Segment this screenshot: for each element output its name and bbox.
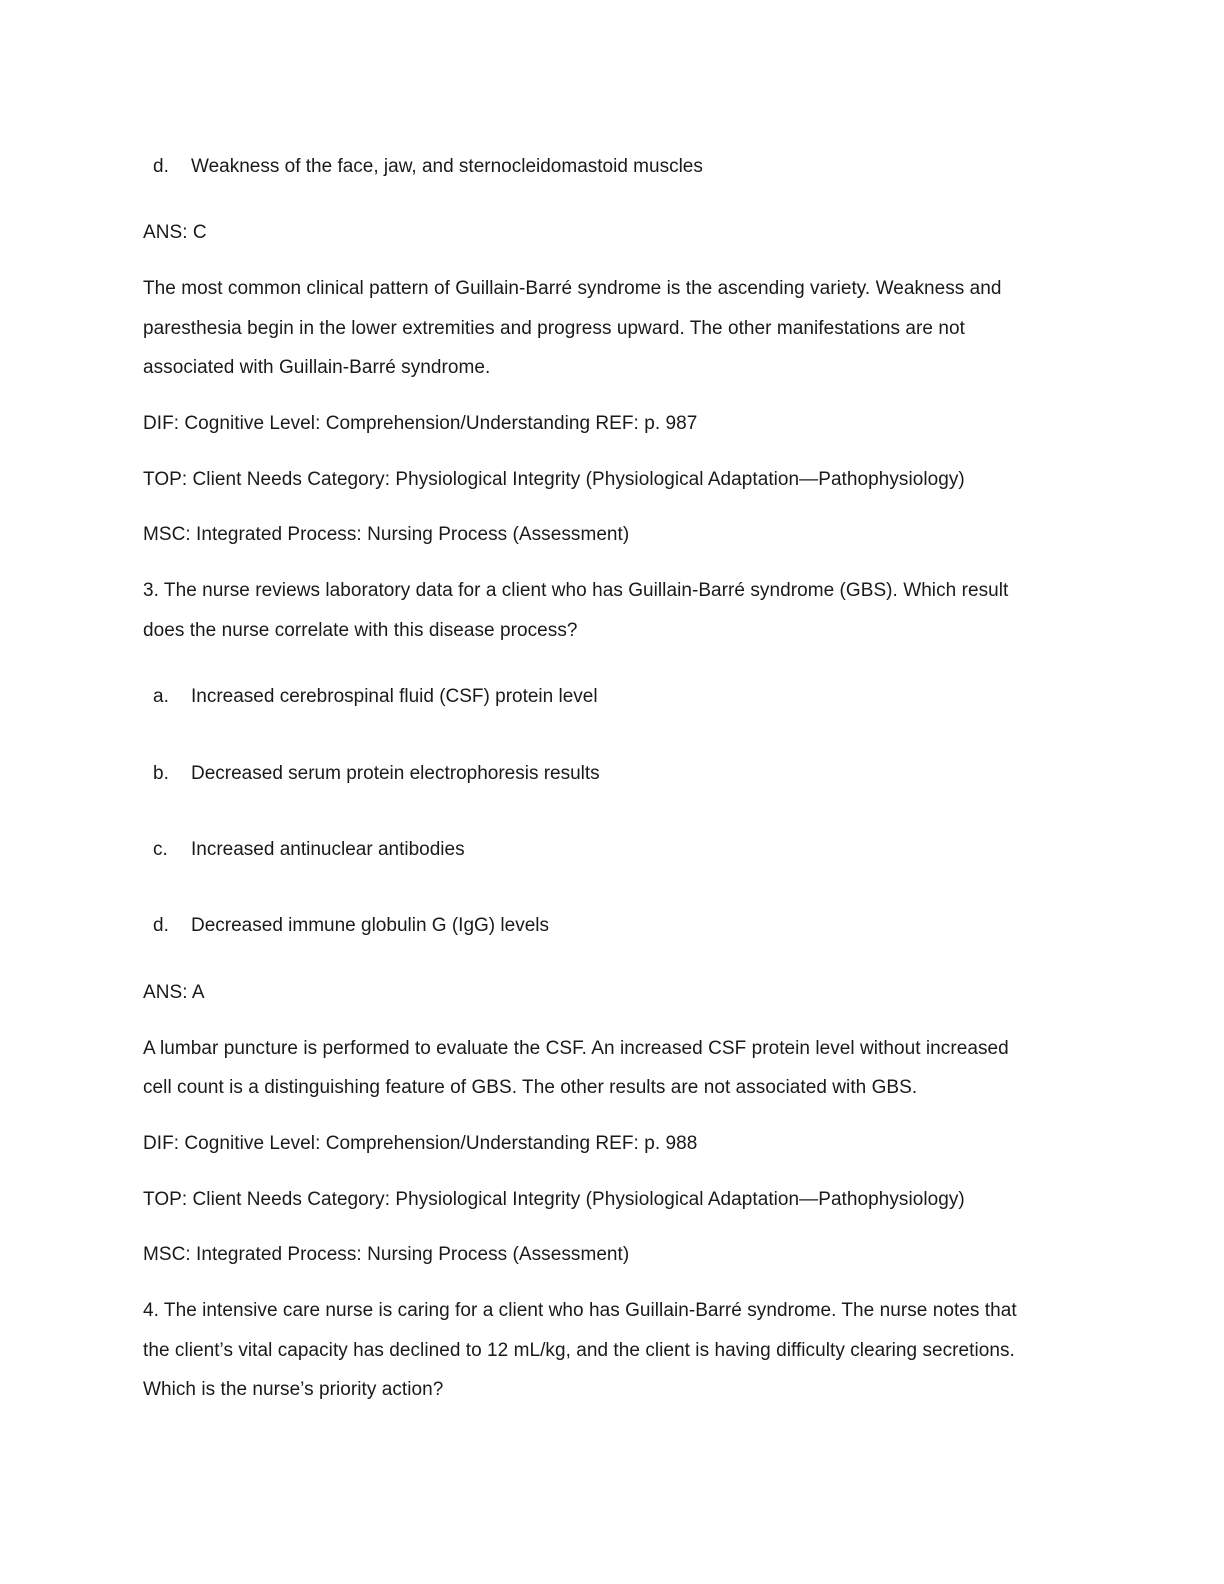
- q3-top: TOP: Client Needs Category: Physiological Integrity (Physiological Adaptation—Pathophysiology): [143, 1189, 965, 1210]
- prev-answer: ANS: C: [143, 222, 207, 243]
- prev-dif: DIF: Cognitive Level: Comprehension/Understanding REF: p. 987: [143, 413, 698, 434]
- prev-msc: MSC: Integrated Process: Nursing Process (Assessment): [143, 524, 630, 545]
- prev-option-d-letter: d.: [153, 156, 169, 177]
- q3-dif: DIF: Cognitive Level: Comprehension/Understanding REF: p. 988: [143, 1133, 698, 1154]
- q3-option-a-letter: a.: [153, 686, 169, 707]
- q3-rationale-line-1: A lumbar puncture is performed to evaluate the CSF. An increased CSF protein level without increased: [143, 1038, 1009, 1059]
- prev-option-d-text: Weakness of the face, jaw, and sternocleidomastoid muscles: [191, 156, 703, 177]
- prev-rationale-line-3: associated with Guillain-Barré syndrome.: [143, 357, 491, 378]
- q4-stem-line-3: Which is the nurse’s priority action?: [143, 1379, 444, 1400]
- q3-option-d-letter: d.: [153, 915, 169, 936]
- prev-top: TOP: Client Needs Category: Physiological Integrity (Physiological Adaptation—Pathophysiology): [143, 469, 965, 490]
- q3-option-c-text: Increased antinuclear antibodies: [191, 839, 465, 860]
- q3-stem-line-2: does the nurse correlate with this disease process?: [143, 620, 578, 641]
- prev-rationale-line-1: The most common clinical pattern of Guillain-Barré syndrome is the ascending variety. Weakness and: [143, 278, 1002, 299]
- q3-option-d-text: Decreased immune globulin G (IgG) levels: [191, 915, 549, 936]
- q3-answer: ANS: A: [143, 982, 205, 1003]
- q3-option-b-text: Decreased serum protein electrophoresis results: [191, 763, 600, 784]
- q3-option-a-text: Increased cerebrospinal fluid (CSF) protein level: [191, 686, 598, 707]
- q4-stem-line-1: 4. The intensive care nurse is caring for a client who has Guillain-Barré syndrome. The nurse notes that: [143, 1300, 1017, 1321]
- prev-rationale-line-2: paresthesia begin in the lower extremities and progress upward. The other manifestations are not: [143, 318, 965, 339]
- q4-stem-line-2: the client’s vital capacity has declined to 12 mL/kg, and the client is having difficulty clearing secretions.: [143, 1340, 1015, 1361]
- q3-msc: MSC: Integrated Process: Nursing Process (Assessment): [143, 1244, 630, 1265]
- q3-option-c-letter: c.: [153, 839, 168, 860]
- q3-option-b-letter: b.: [153, 763, 169, 784]
- q3-rationale-line-2: cell count is a distinguishing feature of GBS. The other results are not associated with GBS.: [143, 1077, 918, 1098]
- q3-stem-line-1: 3. The nurse reviews laboratory data for a client who has Guillain-Barré syndrome (GBS). Which result: [143, 580, 1009, 601]
